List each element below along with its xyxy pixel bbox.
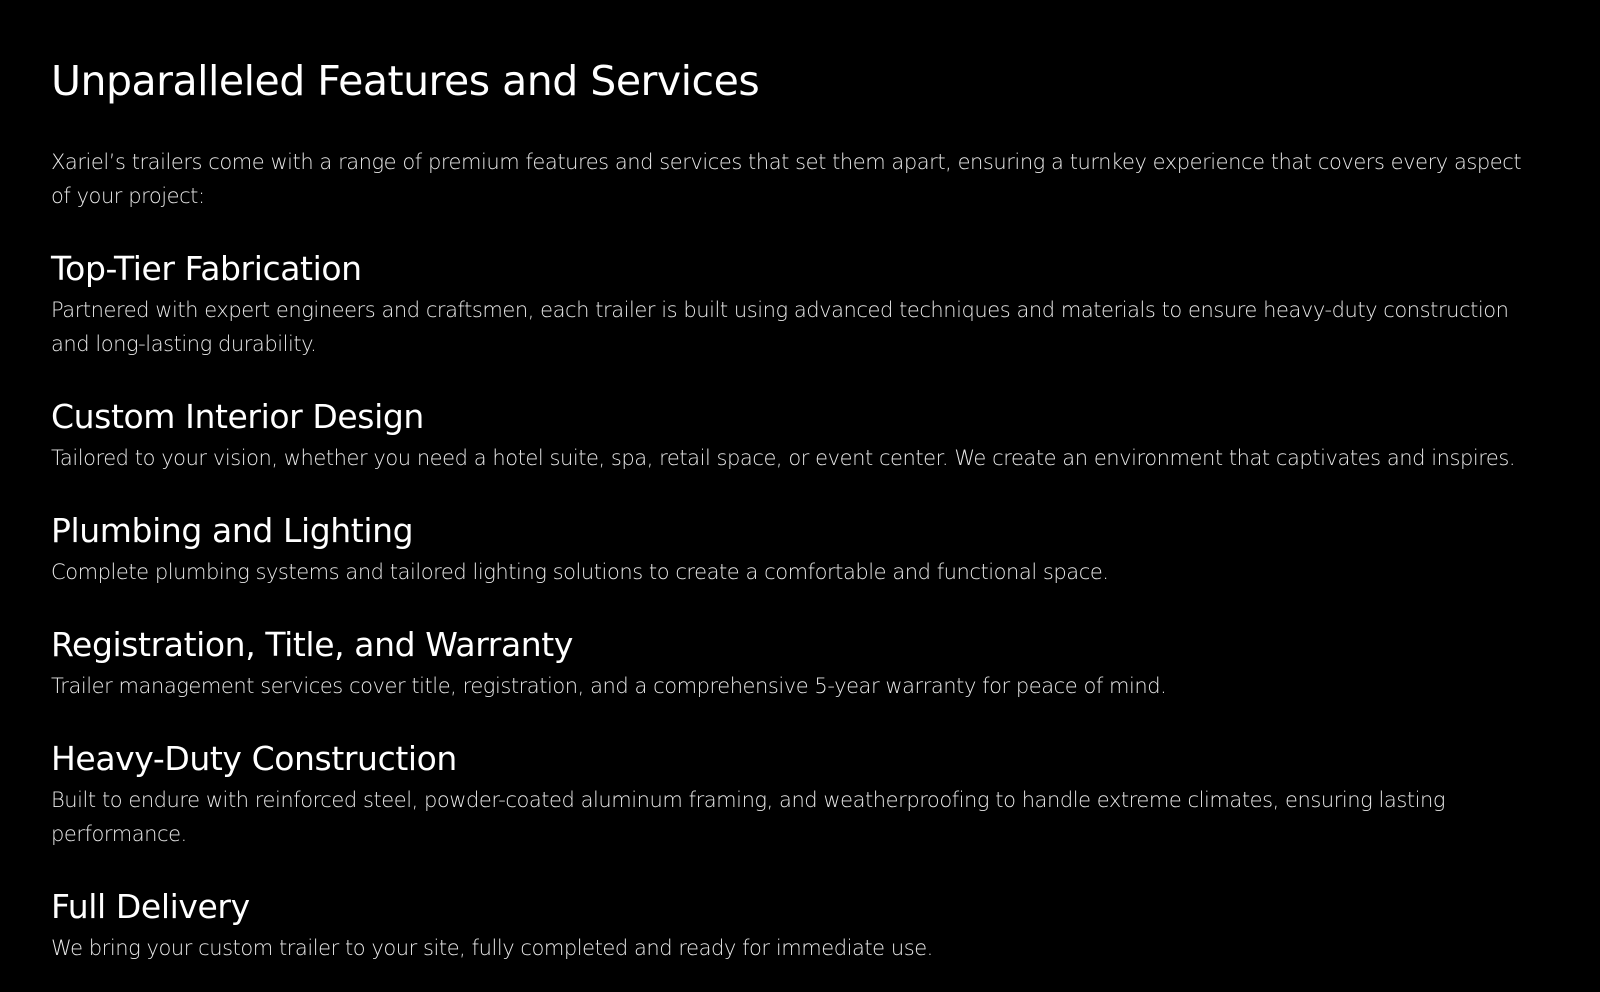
feature-heavy-duty-construction: [51, 739, 1540, 851]
page-title: Unparalleled Features and Services: [51, 57, 760, 105]
feature-description: Complete plumbing systems and tailored lighting solutions to create a comfortable and functional space.: [51, 560, 1109, 584]
feature-description: Tailored to your vision, whether you need a hotel suite, spa, retail space, or event center. We create an environment that captivates and inspires.: [51, 446, 1516, 470]
intro-paragraph: Xariel’s trailers come with a range of premium features and services that set them apart, ensuring a turnkey experience that covers every aspect of your project:: [51, 150, 1522, 208]
feature-description: Partnered with expert engineers and craftsmen, each trailer is built using advanced techniques and materials to ensure heavy-duty construction and long-lasting durability.: [51, 298, 1509, 356]
feature-description: We bring your custom trailer to your site, fully completed and ready for immediate use.: [51, 936, 933, 960]
feature-title: Custom Interior Design: [51, 397, 424, 436]
feature-title: Plumbing and Lighting: [51, 511, 414, 550]
feature-title: Heavy-Duty Construction: [51, 739, 457, 778]
feature-title: Top-Tier Fabrication: [51, 249, 362, 288]
feature-title: Full Delivery: [51, 887, 250, 926]
feature-description: Built to endure with reinforced steel, powder-coated aluminum framing, and weatherproofing to handle extreme climates, ensuring lasting performance.: [51, 788, 1445, 846]
feature-title: Registration, Title, and Warranty: [51, 625, 573, 664]
feature-registration-title-warranty: [51, 625, 1540, 703]
feature-plumbing-and-lighting: [51, 511, 1540, 589]
feature-custom-interior-design: [51, 397, 1540, 475]
feature-top-tier-fabrication: [51, 249, 1540, 361]
feature-full-delivery: [51, 887, 1540, 965]
feature-description: Trailer management services cover title, registration, and a comprehensive 5-year warranty for peace of mind.: [51, 674, 1167, 698]
